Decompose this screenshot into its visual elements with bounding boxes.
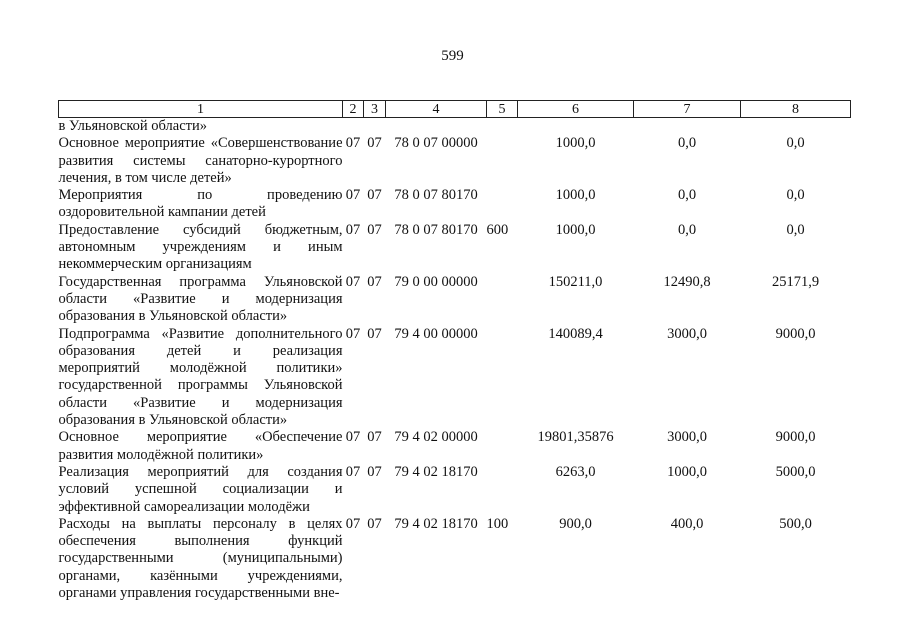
table-row bbox=[59, 187, 851, 222]
row-pr: 07 bbox=[367, 187, 382, 204]
row-vr bbox=[487, 187, 518, 222]
row-vr bbox=[487, 118, 518, 136]
table-header-row bbox=[59, 101, 851, 118]
row-value-6: 1000,0 bbox=[555, 135, 596, 152]
row-vr bbox=[487, 429, 518, 464]
row-value-8: 25171,9 bbox=[771, 273, 820, 290]
row-name: Расходы на выплаты персоналу в целях обеспечения выполнения функций государственными (муниципальными) органами, казёнными учреждениями, органами управления государственными вне- bbox=[58, 515, 343, 602]
row-name: Основное мероприятие «Обеспечение развития молодёжной политики» bbox=[58, 429, 343, 463]
row-value-7: 12490,8 bbox=[663, 273, 711, 290]
table-row bbox=[59, 464, 851, 516]
row-rz: 07 bbox=[345, 273, 361, 290]
row-csr: 78 0 07 80170 bbox=[394, 221, 478, 238]
row-name: в Ульяновской области» bbox=[58, 118, 207, 134]
row-value-6: 6263,0 bbox=[555, 463, 596, 480]
budget-table bbox=[58, 100, 851, 602]
header-col-4: 4 bbox=[386, 101, 487, 118]
header-col-1: 1 bbox=[59, 101, 343, 118]
row-value-7: 0,0 bbox=[677, 135, 697, 152]
row-rz: 07 bbox=[345, 135, 361, 152]
row-value-7: 3000,0 bbox=[667, 429, 707, 446]
row-rz: 07 bbox=[345, 515, 361, 532]
row-vr bbox=[487, 326, 518, 430]
row-value-8: 500,0 bbox=[779, 515, 812, 532]
row-value-6: 1000,0 bbox=[555, 187, 596, 204]
row-vr bbox=[487, 135, 518, 187]
table-row bbox=[59, 429, 851, 464]
header-col-5: 5 bbox=[487, 101, 518, 118]
header-col-2: 2 bbox=[343, 101, 364, 118]
row-vr: 100 bbox=[486, 515, 509, 532]
row-csr: 78 0 07 80170 bbox=[394, 187, 478, 204]
row-name: Основное мероприятие «Совершенствование развития системы санаторно-курортного лечения, в том числе детей» bbox=[58, 135, 343, 186]
header-col-7: 7 bbox=[634, 101, 741, 118]
row-csr bbox=[386, 118, 487, 136]
row-vr bbox=[487, 464, 518, 516]
row-rz bbox=[343, 118, 364, 136]
row-csr: 79 4 02 18170 bbox=[394, 515, 478, 532]
row-csr: 79 0 00 00000 bbox=[394, 273, 478, 290]
row-value-8: 9000,0 bbox=[775, 325, 816, 342]
row-csr: 79 4 00 00000 bbox=[394, 325, 478, 342]
row-pr: 07 bbox=[367, 135, 382, 152]
row-rz: 07 bbox=[345, 221, 361, 238]
row-value-6: 900,0 bbox=[559, 515, 592, 532]
header-col-6: 6 bbox=[518, 101, 634, 118]
row-value-6: 1000,0 bbox=[555, 221, 596, 238]
row-value-8: 0,0 bbox=[786, 135, 805, 152]
row-value-7: 0,0 bbox=[677, 187, 697, 204]
page-number: 599 bbox=[441, 48, 464, 64]
row-name: Подпрограмма «Развитие дополнительного образования детей и реализация мероприятий молодёжной политики» государственной программы Ульяновской области «Развитие и модернизация образования в Ульяновской области» bbox=[58, 325, 343, 429]
row-pr: 07 bbox=[367, 273, 382, 290]
row-rz: 07 bbox=[345, 325, 361, 342]
header-col-8: 8 bbox=[741, 101, 851, 118]
row-pr: 07 bbox=[367, 463, 382, 480]
row-vr bbox=[487, 274, 518, 326]
table-row bbox=[59, 326, 851, 430]
row-csr: 79 4 02 18170 bbox=[394, 463, 478, 480]
row-vr: 600 bbox=[486, 221, 509, 238]
row-pr: 07 bbox=[367, 429, 382, 446]
row-value-8: 0,0 bbox=[786, 221, 805, 238]
row-csr: 79 4 02 00000 bbox=[394, 429, 478, 446]
row-value-8: 0,0 bbox=[786, 187, 805, 204]
table-row bbox=[59, 222, 851, 274]
row-name: Мероприятия по проведению оздоровительной кампании детей bbox=[58, 187, 343, 221]
table-row bbox=[59, 274, 851, 326]
row-value-7: 1000,0 bbox=[667, 463, 707, 480]
table-row bbox=[59, 135, 851, 187]
row-value-8 bbox=[741, 118, 851, 136]
row-pr bbox=[364, 118, 386, 136]
table-row bbox=[59, 118, 851, 136]
row-value-7: 0,0 bbox=[677, 221, 697, 238]
row-rz: 07 bbox=[345, 429, 361, 446]
row-name: Реализация мероприятий для создания условий успешной социализации и эффективной самореализации молодёжи bbox=[58, 463, 343, 515]
row-pr: 07 bbox=[367, 515, 382, 532]
row-value-8: 5000,0 bbox=[775, 463, 816, 480]
row-value-6: 150211,0 bbox=[548, 273, 603, 290]
row-value-6: 140089,4 bbox=[548, 325, 603, 342]
row-rz: 07 bbox=[345, 463, 361, 480]
row-value-7: 3000,0 bbox=[667, 325, 707, 342]
table-row bbox=[59, 516, 851, 602]
row-name: Государственная программа Ульяновской области «Развитие и модернизация образования в Ульяновской области» bbox=[58, 273, 343, 325]
row-value-7: 400,0 bbox=[670, 515, 704, 532]
row-value-7 bbox=[634, 118, 741, 136]
header-col-3: 3 bbox=[364, 101, 386, 118]
row-csr: 78 0 07 00000 bbox=[394, 135, 478, 152]
row-pr: 07 bbox=[367, 221, 382, 238]
row-rz: 07 bbox=[345, 187, 361, 204]
row-pr: 07 bbox=[367, 325, 382, 342]
row-value-6: 19801,35876 bbox=[537, 429, 614, 446]
row-value-6 bbox=[518, 118, 634, 136]
row-name: Предоставление субсидий бюджетным, автономным учреждениям и иным некоммерческим организациям bbox=[58, 221, 343, 273]
row-value-8: 9000,0 bbox=[775, 429, 816, 446]
